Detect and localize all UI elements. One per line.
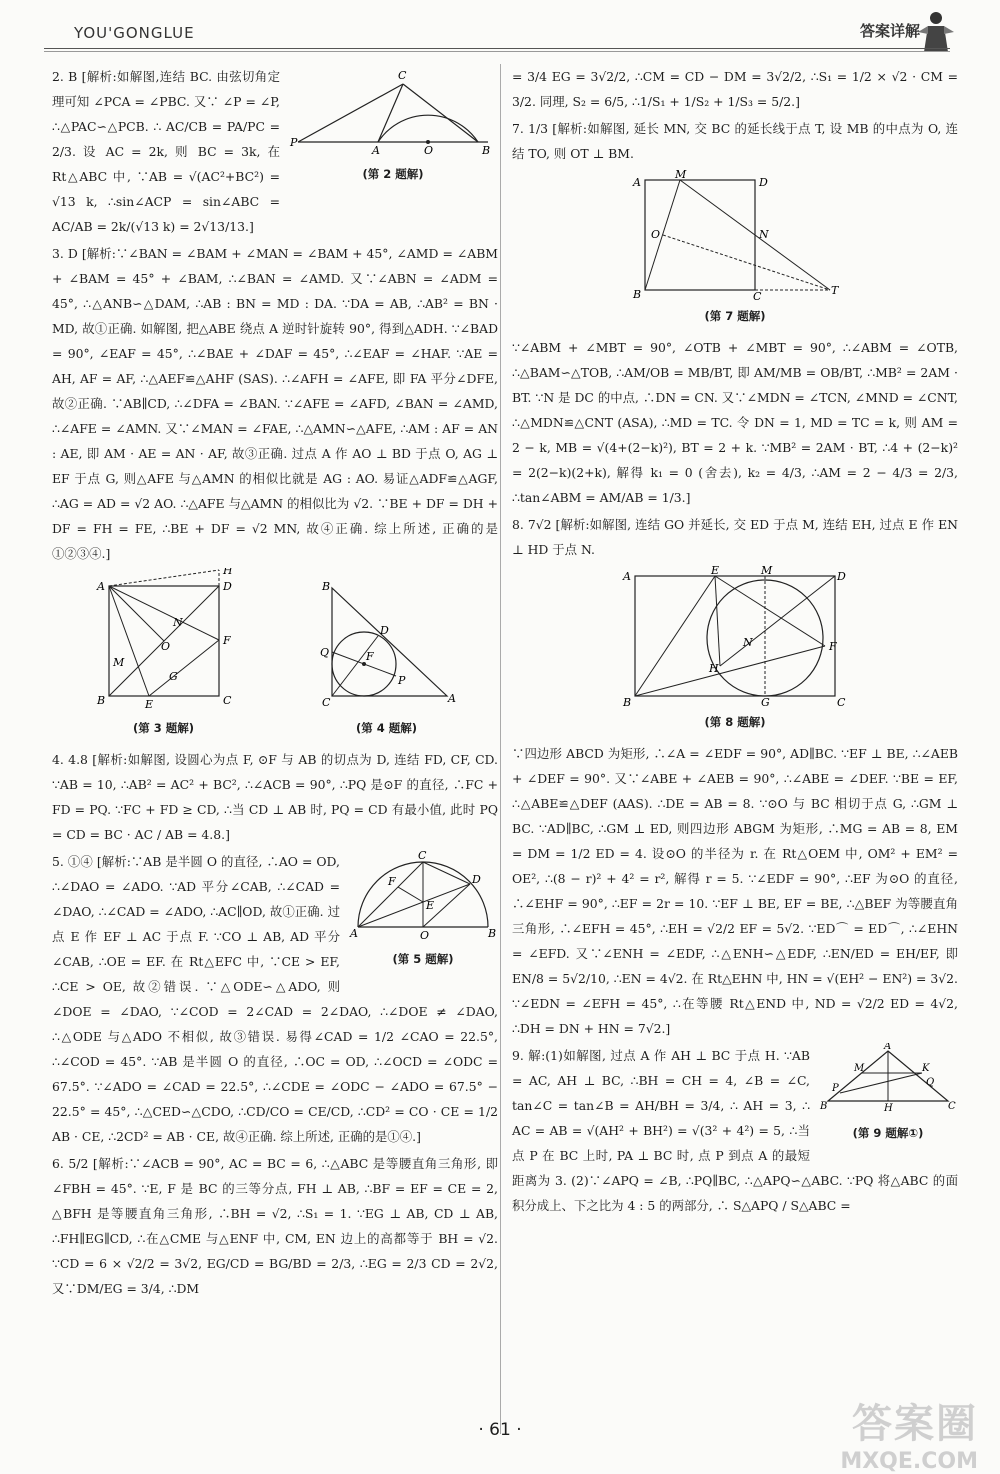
svg-text:C: C bbox=[418, 849, 427, 862]
svg-text:B: B bbox=[482, 144, 491, 154]
page-number: · 61 · bbox=[478, 1420, 522, 1440]
svg-text:C: C bbox=[753, 290, 762, 300]
geometry-diagram-q4 bbox=[312, 578, 462, 708]
figure-caption: (第 5 题解) bbox=[392, 952, 454, 966]
svg-text:B: B bbox=[633, 288, 642, 300]
figure-q5 bbox=[348, 849, 498, 978]
geometry-diagram-q2 bbox=[288, 64, 498, 154]
svg-text:A: A bbox=[884, 1043, 892, 1052]
geometry-diagram-q3 bbox=[89, 568, 239, 708]
svg-text:G: G bbox=[761, 696, 770, 706]
svg-text:M: M bbox=[854, 1063, 865, 1074]
section-title: 答案详解 bbox=[859, 22, 920, 40]
svg-text:A: A bbox=[447, 692, 456, 705]
svg-text:H: H bbox=[884, 1103, 893, 1113]
svg-text:D: D bbox=[379, 624, 389, 637]
answer-q4: 4. 4.8 [解析:如解图, 设圆心为点 F, ⊙F 与 AB 的切点为 D, 连结 FD, CF, CD. ∵AB = 10, ∴AB² = AC² + BC², ∴∠ACB = 90°, ∴PQ 是⊙F 的直径, ∴FC + FD = PQ. ∵FC + FD ≥ CD, ∴当 CD ⊥ AB 时, PQ = CD 有最小值, 此时 PQ = CD = BC · AC / AB = 4.8.] bbox=[52, 752, 498, 842]
figure-q8 bbox=[512, 566, 958, 735]
mascot-icon bbox=[916, 8, 956, 52]
header-rule-thin bbox=[44, 51, 950, 52]
column-divider bbox=[500, 64, 501, 1434]
svg-text:C: C bbox=[948, 1101, 956, 1112]
svg-text:M: M bbox=[761, 566, 773, 577]
svg-text:F: F bbox=[829, 640, 837, 653]
svg-text:N: N bbox=[172, 616, 183, 629]
figure-q4 bbox=[312, 578, 462, 747]
svg-text:O: O bbox=[160, 640, 170, 653]
left-column bbox=[52, 64, 498, 1303]
svg-text:C: C bbox=[837, 696, 846, 706]
svg-text:B: B bbox=[96, 694, 105, 707]
svg-text:O: O bbox=[424, 144, 434, 154]
watermark-main: 答案圈 bbox=[852, 1401, 978, 1447]
svg-text:A: A bbox=[372, 144, 380, 154]
svg-text:K: K bbox=[922, 1063, 930, 1074]
figure-caption: (第 2 题解) bbox=[362, 167, 424, 181]
svg-text:P: P bbox=[397, 674, 405, 687]
svg-text:F: F bbox=[388, 875, 396, 888]
figures-q3-q4 bbox=[52, 568, 498, 747]
svg-text:B: B bbox=[321, 580, 330, 593]
svg-text:C: C bbox=[321, 696, 330, 708]
geometry-diagram-q8 bbox=[615, 566, 855, 706]
figure-q7 bbox=[512, 170, 958, 329]
answer-q9: 9. 解:(1)如解图, 过点 A 作 AH ⊥ BC 于点 H. ∵AB = AC, AH ⊥ BC, ∴BH = CH = 4, ∠B = ∠C, tan∠C = tan∠B = AH/BH = 3/4, ∴ AH = 3, ∴ AC = AB = √(AH² + BH²) = √(3² + 4²) = 5, ∴当点 P 在 BC 上时, PA ⊥ BC 时, 点 P 到点 A 的最短距离为 3. (2)∵∠APQ = ∠B, ∴PQ∥BC, ∴△APQ∽△ABC. ∵PQ 将△ABC 的面积分成上、下之比为 4 : 5 的两部分, ∴ S△APQ / S△ABC = bbox=[512, 1048, 958, 1213]
svg-text:F: F bbox=[365, 650, 374, 663]
svg-text:A: A bbox=[633, 176, 641, 189]
figure-caption: (第 8 题解) bbox=[704, 715, 766, 729]
figure-caption: (第 7 题解) bbox=[704, 309, 766, 323]
svg-text:Q: Q bbox=[926, 1077, 935, 1088]
svg-text:T: T bbox=[831, 284, 839, 297]
svg-text:C: C bbox=[398, 69, 407, 82]
geometry-diagram-q5 bbox=[348, 849, 498, 939]
svg-text:P: P bbox=[832, 1083, 839, 1094]
geometry-diagram-q7 bbox=[625, 170, 845, 300]
page-header bbox=[0, 0, 1000, 58]
answer-q6-continued: = 3/4 EG = 3√2/2, ∴CM = CD − DM = 3√2/2, ∴S₁ = 1/2 × √2 · CM = 3/2. 同理, S₂ = 6/5, ∴1/S₁ + 1/S₂ + 1/S₃ = 5/2.] bbox=[512, 69, 958, 109]
right-column bbox=[512, 64, 958, 1220]
svg-text:A: A bbox=[96, 580, 105, 593]
svg-text:B: B bbox=[820, 1101, 828, 1112]
svg-text:M: M bbox=[112, 656, 124, 669]
svg-text:M: M bbox=[675, 170, 687, 181]
svg-text:H: H bbox=[222, 568, 233, 577]
brand-logo: YOU'GONGLUE bbox=[74, 24, 195, 42]
answer-q2: 2. B [解析:如解图,连结 BC. 由弦切角定理可知 ∠PCA = ∠PBC. 又∵ ∠P = ∠P, ∴△PAC∽△PCB. ∴ AC/CB = PA/PC = 2/3. 设 AC = 2k, 则 BC = 3k, 在 Rt△ABC 中, ∵AB = √(AC²+BC²) = √13 k, ∴sin∠ACP = sin∠ABC = AC/AB = 2k/(√13 k) = 2√13/13.] bbox=[52, 69, 280, 234]
watermark-url: MXQE.COM bbox=[840, 1449, 978, 1474]
svg-text:E: E bbox=[426, 899, 435, 912]
figure-caption: (第 3 题解) bbox=[132, 721, 195, 735]
svg-text:A: A bbox=[623, 570, 631, 583]
answer-q7: 7. 1/3 [解析:如解图, 延长 MN, 交 BC 的延长线于点 T, 设 MB 的中点为 O, 连结 TO, 则 OT ⊥ BM. bbox=[512, 121, 958, 161]
svg-text:N: N bbox=[743, 636, 753, 649]
svg-text:B: B bbox=[623, 696, 632, 706]
svg-text:O: O bbox=[420, 929, 430, 939]
svg-text:D: D bbox=[472, 873, 481, 886]
header-rule bbox=[44, 48, 950, 49]
geometry-diagram-q9 bbox=[818, 1043, 958, 1113]
svg-text:H: H bbox=[709, 662, 719, 675]
svg-text:D: D bbox=[837, 570, 846, 583]
svg-text:F: F bbox=[222, 634, 231, 647]
svg-text:O: O bbox=[651, 228, 661, 241]
svg-text:E: E bbox=[144, 698, 153, 708]
figure-q2 bbox=[288, 64, 498, 193]
svg-text:Q: Q bbox=[319, 646, 329, 659]
svg-text:P: P bbox=[290, 136, 298, 149]
figure-q3 bbox=[89, 568, 239, 747]
svg-text:E: E bbox=[711, 566, 720, 577]
answer-q6: 6. 5/2 [解析:∵∠ACB = 90°, AC = BC = 6, ∴△ABC 是等腰直角三角形, 即∠FBH = 45°. ∵E, F 是 BC 的三等分点, FH ⊥ AB, ∴BF = EF = CE = 2, △BFH 是等腰直角三角形, ∴BH = √2, ∴S₁ = 1. ∵EG ⊥ AB, CD ⊥ AB, ∴FH∥EG∥CD, ∴在△CME 与△ENF 中, CM, EN 边上的高都等于 BH = √2. ∵CD = 6 × √2/2 = 3√2, EG/CD = BG/BD = 2/3, ∴EG = 2/3 CD = 2√2, 又∵DM/EG = 3/4, ∴DM bbox=[52, 1156, 498, 1296]
figure-caption: (第 9 题解①) bbox=[852, 1126, 924, 1140]
svg-text:G: G bbox=[168, 670, 178, 683]
svg-text:C: C bbox=[222, 694, 231, 707]
svg-text:B: B bbox=[488, 927, 497, 939]
svg-text:D: D bbox=[222, 580, 232, 593]
svg-text:N: N bbox=[759, 228, 769, 241]
answer-q5: 5. ①④ [解析:∵AB 是半圆 O 的直径, ∴AO = OD, ∴∠DAO = ∠ADO. ∵AD 平分∠CAB, ∴∠CAD = ∠DAO, ∴∠CAD = ∠ADO, ∴AC∥OD, 故①正确. 过点 E 作 EF ⊥ AC 于点 F. ∵CO ⊥ AB, AD 平分∠CAB, ∴OE = EF. 在 Rt△EFC 中, ∵CE > EF, ∴CE > OE, 故②错误. ∵△ODE∽△ADO, 则∠DOE = ∠DAO, ∵∠COD = 2∠CAD = 2∠DAO, ∴∠DOE ≠ ∠DAO, ∴△ODE 与△ADO 不相似, 故③错误. 易得∠CAD = 1/2 ∠CAO = 22.5°, ∴∠COD = 45°. ∵AB 是半圆 O 的直径, ∴OC = OD, ∴∠OCD = ∠ODC = 67.5°. ∵∠ADO = ∠CAD = 22.5°, ∴∠CDE = ∠ODC − ∠ADO = 67.5° − 22.5° = 45°, ∴△CED∽△CDO, ∴CD/CO = CE/CD, ∴CD² = CO · CE = 1/2 AB · CE, ∴2CD² = AB · CE, 故④正确. 综上所述, 正确的是①④.] bbox=[52, 854, 498, 1144]
answer-q8: 8. 7√2 [解析:如解图, 连结 GO 并延长, 交 ED 于点 M, 连结 EH, 过点 E 作 EN ⊥ HD 于点 N. bbox=[512, 517, 958, 557]
svg-text:A: A bbox=[350, 927, 358, 939]
answer-q7-continued: ∵∠ABM + ∠MBT = 90°, ∠OTB + ∠MBT = 90°, ∴∠ABM = ∠OTB, ∴△BAM∽△TOB, ∴AM/OB = MB/BT, 即 AM/MB = OB/BT, ∴MB² = 2AM · BT. ∵N 是 DC 的中点, ∴DN = CN. 又∵∠MDN = ∠TCN, ∠MND = ∠CNT, ∴△MDN≌△CNT (ASA), ∴MD = TC. 令 DN = 1, MD = TC = k, 则 AM = 2 − k, MB = √(4+(2−k)²), BT = 2 + k. ∵MB² = 2AM · BT, ∴4 + (2−k)² = 2(2−k)(2+k), 解得 k₁ = 0 (舍去), k₂ = 4/3, ∴AM = 2 − 4/3 = 2/3, ∴tan∠ABM = AM/AB = 1/3.] bbox=[512, 340, 958, 505]
answer-q3: 3. D [解析:∵∠BAN = ∠BAM + ∠MAN = ∠BAM + 45°, ∠AMD = ∠ABM + ∠BAM = 45° + ∠BAM, ∴∠BAN = ∠AMD. 又∵∠ABN = ∠ADM = 45°, ∴△ANB∽△DAM, ∴AB : BN = MD : DA. ∵DA = AB, ∴AB² = BN · MD, 故①正确. 如解图, 把△ABE 绕点 A 逆时针旋转 90°, 得到△ADH. ∵∠BAD = 90°, ∠EAF = 45°, ∴∠BAE + ∠DAF = 45°, ∴∠EAF = ∠HAF. ∵AE = AH, AF = AF, ∴△AEF≌△AHF (SAS). ∴∠AFH = ∠AFE, 即 FA 平分∠DFE, 故②正确. ∵AB∥CD, ∴∠DFA = ∠BAN. ∵∠AFE = ∠AFD, ∠BAN = ∠AMD, ∴∠AFE = ∠AMN. 又∵∠MAN = ∠FAE, ∴△AMN∽△AFE, ∴AM : AF = AN : AE, 即 AM · AE = AN · AF, 故③正确. 过点 A 作 AO ⊥ BD 于点 O, AG ⊥ EF 于点 G, 则△AFE 与△AMN 的相似比就是 AG : AO. 易证△ADF≌△AGF, ∴AG = AD = √2 AO. ∴△AFE 与△AMN 的相似比为 √2. ∵BE + DF = DH + DF = FH = FE, ∴BE + DF = √2 MN, 故④正确. 综上所述, 正确的是①②③④.] bbox=[52, 246, 498, 561]
figure-caption: (第 4 题解) bbox=[355, 721, 418, 735]
svg-text:D: D bbox=[759, 176, 768, 189]
answer-q8-continued: ∵四边形 ABCD 为矩形, ∴∠A = ∠EDF = 90°, AD∥BC. ∵EF ⊥ BE, ∴∠AEB + ∠DEF = 90°. 又∵∠ABE + ∠AEB = 90°, ∴∠ABE = ∠DEF. ∵BE = EF, ∴△ABE≌△DEF (AAS). ∴DE = AB = 8. ∵⊙O 与 BC 相切于点 G, ∴GM ⊥ BC. ∵AD∥BC, ∴GM ⊥ ED, 则四边形 ABGM 为矩形, ∴MG = AB = 8, EM = DM = 1/2 ED = 4. 设⊙O 的半径为 r. 在 Rt△OEM 中, OM² + EM² = OE², ∴(8 − r)² + 4² = r², 解得 r = 5. ∵∠EDF = 90°, ∴EF 为⊙O 的直径, ∴∠EHF = 90°, ∴EF = 2r = 10. ∵EF ⊥ BE, EF = BE, ∴△BEF 为等腰直角三角形, ∴∠EFH = 45°, ∴EH = √2/2 EF = 5√2. ∵ED⌒ = ED⌒, ∴∠EHN = ∠EFD. 又∵∠ENH = ∠EDF, ∴△ENH∽△EDF, ∴EN/ED = EH/EF, 即 EN/8 = 5√2/10, ∴EN = 4√2. 在 Rt△EHN 中, HN = √(EH² − EN²) = 3√2. ∵∠EDN = ∠EFH = 45°, ∴在等腰 Rt△END 中, ND = √2/2 ED = 4√2, ∴DH = DN + HN = 7√2.] bbox=[512, 746, 958, 1036]
figure-q9 bbox=[818, 1043, 958, 1152]
